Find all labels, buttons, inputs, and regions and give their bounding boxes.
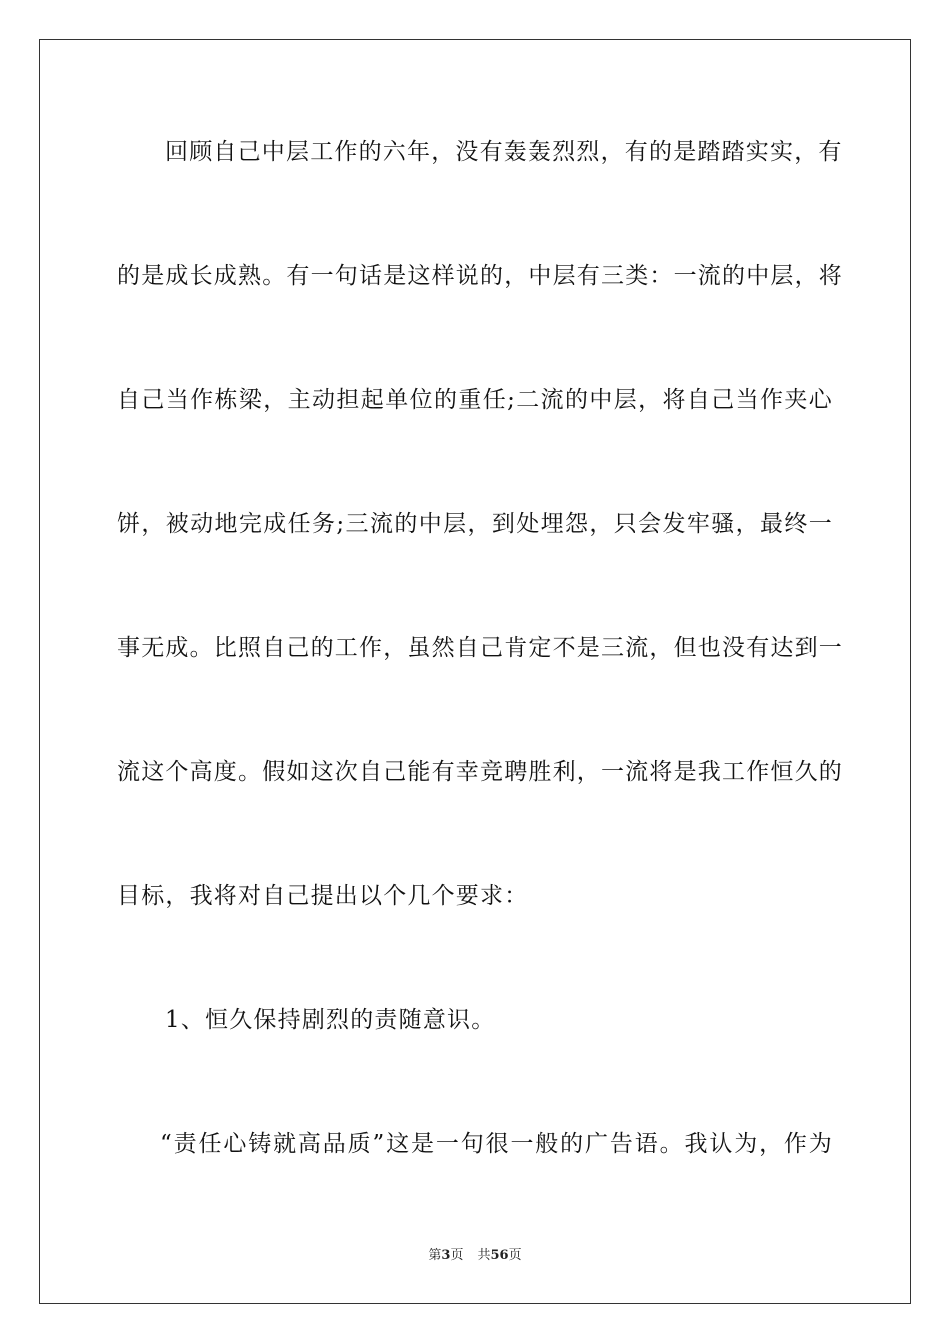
page-border — [39, 39, 911, 1304]
page-footer — [0, 1247, 950, 1265]
paragraph-line-5: 事无成。比照自己的工作，虽然自己肯定不是三流，但也没有达到一 — [117, 635, 843, 661]
paragraph-line-3: 自己当作栋梁，主动担起单位的重任;二流的中层，将自己当作夹心 — [117, 387, 833, 413]
paragraph-line-4: 饼，被动地完成任务;三流的中层，到处埋怨，只会发牢骚，最终一 — [117, 511, 833, 537]
footer-total-pages: 56 — [490, 1248, 509, 1263]
paragraph-line-7: 目标，我将对自己提出以个几个要求： — [117, 883, 529, 909]
footer-total-suffix: 页 — [508, 1248, 522, 1263]
footer-page-prefix: 第 — [428, 1248, 442, 1263]
section-heading: 1、恒久保持剧烈的责随意识。 — [165, 1007, 496, 1033]
footer-total-prefix: 共 — [477, 1248, 491, 1263]
paragraph-line-2: 的是成长成熟。有一句话是这样说的，中层有三类：一流的中层，将 — [117, 263, 843, 289]
paragraph-line-9: “责任心铸就高品质”这是一句很一般的广告语。我认为，作为 — [160, 1131, 833, 1157]
paragraph-line-6: 流这个高度。假如这次自己能有幸竞聘胜利，一流将是我工作恒久的 — [117, 759, 843, 785]
footer-page-suffix: 页 — [450, 1248, 464, 1263]
footer-page-number: 3 — [441, 1248, 451, 1263]
paragraph-line-1: 回顾自己中层工作的六年，没有轰轰烈烈，有的是踏踏实实，有 — [165, 139, 843, 165]
